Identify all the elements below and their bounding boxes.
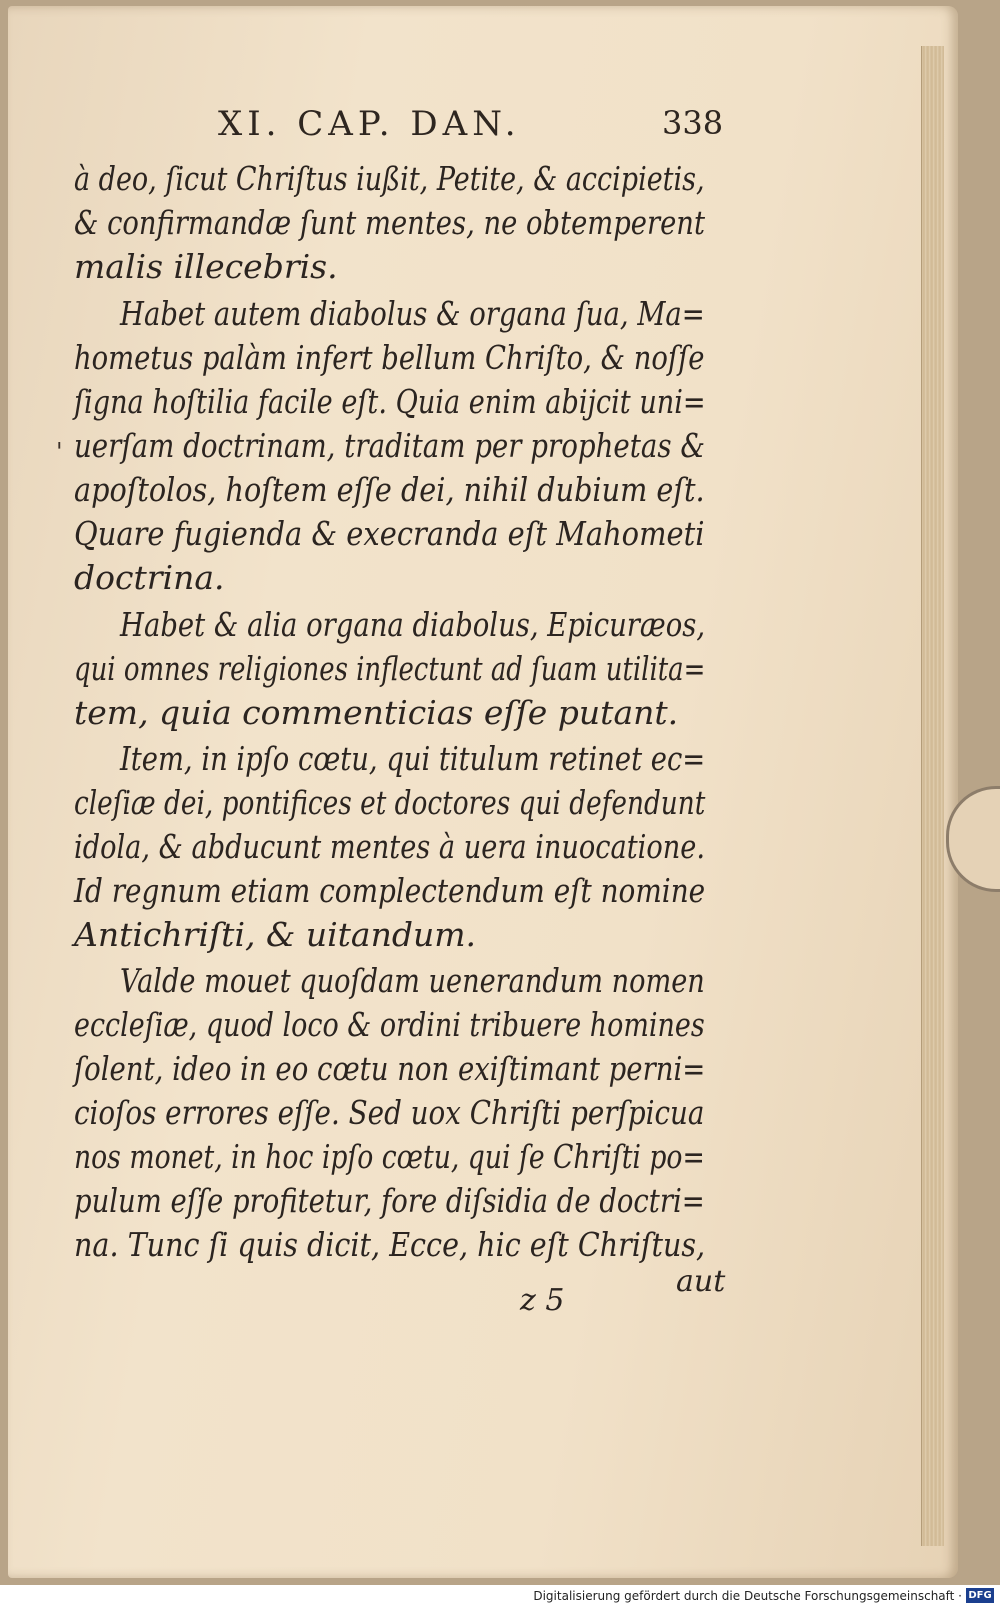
text-line: cleſiæ dei, pontifices et doctores qui defendunt — [74, 783, 706, 822]
text-line: Habet autem diabolus & organa ſua, Ma= — [120, 294, 705, 333]
text-line: eccleſiæ, quod loco & ordini tribuere homines — [74, 1005, 705, 1044]
text-line: uerſam doctrinam, traditam per prophetas & — [74, 426, 705, 465]
text-line: ſigna hoſtilia facile eſt. Quia enim abijcit uni= — [74, 382, 706, 421]
catchword: aut — [676, 1264, 726, 1299]
text-line: Habet & alia organa diabolus, Epicuræos, — [120, 605, 706, 644]
text-line: ſolent, ideo in eo cœtu non exiſtimant perni= — [74, 1049, 706, 1088]
text-line: idola, & abducunt mentes à uera inuocatione. — [74, 827, 705, 866]
text-line: hometus palàm infert bellum Chriſto, & noſſe — [74, 338, 705, 377]
page-number: 338 — [662, 104, 724, 142]
margin-mark: ' — [56, 438, 63, 466]
text-line: Antichriſti, & uitandum. — [74, 915, 476, 954]
text-line: Item, in ipſo cœtu, qui titulum retinet ec= — [120, 739, 706, 778]
text-line: & confirmandæ ſunt mentes, ne obtemperent — [74, 203, 705, 242]
text-line: malis illecebris. — [74, 247, 338, 286]
text-line: pulum eſſe profitetur, fore diſsidia de doctri= — [74, 1181, 705, 1220]
text-line: nos monet, in hoc ipſo cœtu, qui ſe Chriſti po= — [74, 1137, 705, 1176]
text-line: na. Tunc ſi quis dicit, Ecce, hic eſt Chriſtus, — [74, 1225, 706, 1264]
text-line: Id regnum etiam complectendum eſt nomine — [74, 871, 706, 910]
dfg-logo: DFG — [966, 1588, 994, 1603]
text-line: apoſtolos, hoſtem eſſe dei, nihil dubium eſt. — [74, 470, 705, 509]
signature-mark: z 5 — [520, 1283, 565, 1318]
running-head: XI. CAP. DAN. — [218, 104, 521, 144]
text-line: cioſos errores eſſe. Sed uox Chriſti perſpicua — [74, 1093, 705, 1132]
text-line: doctrina. — [74, 558, 225, 597]
page-edges — [921, 46, 944, 1546]
credit-text: Digitalisierung gefördert durch die Deutsche Forschungsgemeinschaft · — [533, 1589, 962, 1603]
text-line: tem, quia commenticias eſſe putant. — [74, 693, 679, 732]
text-line: à deo, ſicut Chriſtus iußit, Petite, & accipietis, — [74, 159, 705, 198]
text-line: Quare fugienda & execranda eſt Mahometi — [74, 514, 705, 553]
text-line: qui omnes religiones inflectunt ad ſuam utilita= — [74, 649, 706, 688]
text-line: Valde mouet quoſdam uenerandum nomen — [120, 961, 705, 1000]
